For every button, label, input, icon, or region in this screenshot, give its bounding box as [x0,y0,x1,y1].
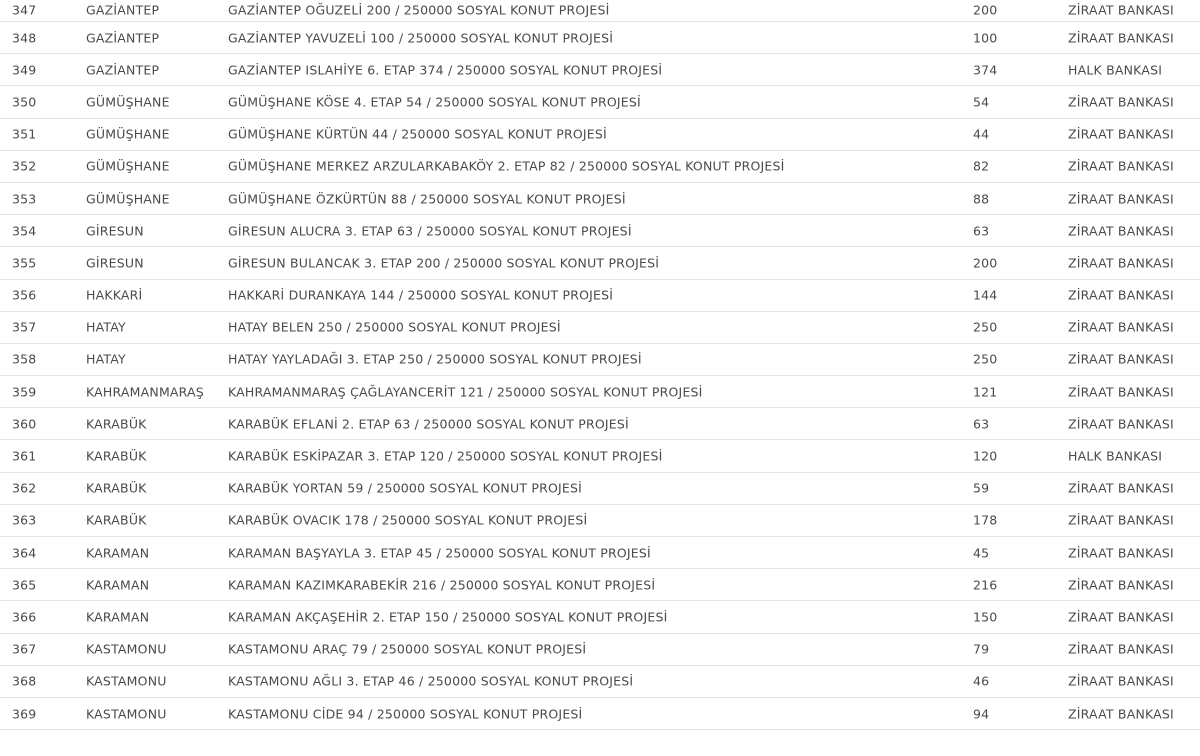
unit-count-cell: 100 [973,30,998,46]
unit-count-cell: 121 [973,384,998,400]
project-name-cell: KAHRAMANMARAŞ ÇAĞLAYANCERİT 121 / 250000 SOSYAL KONUT PROJESİ [228,384,703,400]
unit-count-cell: 200 [973,255,998,271]
row-number: 363 [12,512,37,528]
row-number: 362 [12,480,37,496]
table-row [0,344,1200,376]
bank-cell: ZİRAAT BANKASI [1068,512,1174,528]
city-cell: KARABÜK [86,448,147,464]
row-number: 356 [12,287,37,303]
project-name-cell: KARABÜK EFLANİ 2. ETAP 63 / 250000 SOSYAL KONUT PROJESİ [228,416,629,432]
unit-count-cell: 59 [973,480,990,496]
unit-count-cell: 144 [973,287,998,303]
unit-count-cell: 63 [973,416,990,432]
unit-count-cell: 79 [973,641,990,657]
project-name-cell: GİRESUN BULANCAK 3. ETAP 200 / 250000 SOSYAL KONUT PROJESİ [228,255,660,271]
table-row [0,376,1200,408]
table-row [0,22,1200,54]
bank-cell: ZİRAAT BANKASI [1068,319,1174,335]
bank-cell: HALK BANKASI [1068,448,1163,464]
row-number: 366 [12,609,37,625]
bank-cell: ZİRAAT BANKASI [1068,223,1174,239]
row-number: 360 [12,416,37,432]
city-cell: GAZİANTEP [86,2,160,18]
table-row [0,312,1200,344]
project-name-cell: HAKKARİ DURANKAYA 144 / 250000 SOSYAL KONUT PROJESİ [228,287,614,303]
city-cell: KARABÜK [86,512,147,528]
project-name-cell: GÜMÜŞHANE KÜRTÜN 44 / 250000 SOSYAL KONUT PROJESİ [228,126,607,142]
row-number: 355 [12,255,37,271]
project-name-cell: GAZİANTEP ISLAHİYE 6. ETAP 374 / 250000 SOSYAL KONUT PROJESİ [228,62,663,78]
row-number: 354 [12,223,37,239]
bank-cell: ZİRAAT BANKASI [1068,384,1174,400]
row-number: 369 [12,706,37,722]
project-name-cell: HATAY YAYLADAĞI 3. ETAP 250 / 250000 SOSYAL KONUT PROJESİ [228,351,642,367]
row-number: 361 [12,448,37,464]
city-cell: HATAY [86,351,126,367]
bank-cell: HALK BANKASI [1068,62,1163,78]
project-name-cell: KARAMAN AKÇAŞEHİR 2. ETAP 150 / 250000 SOSYAL KONUT PROJESİ [228,609,668,625]
bank-cell: ZİRAAT BANKASI [1068,706,1174,722]
city-cell: KARAMAN [86,577,150,593]
table-row [0,634,1200,666]
bank-cell: ZİRAAT BANKASI [1068,2,1174,18]
row-number: 359 [12,384,37,400]
city-cell: KASTAMONU [86,706,167,722]
city-cell: GÜMÜŞHANE [86,158,170,174]
row-number: 357 [12,319,37,335]
table-row [0,119,1200,151]
project-name-cell: GİRESUN ALUCRA 3. ETAP 63 / 250000 SOSYAL KONUT PROJESİ [228,223,632,239]
project-name-cell: HATAY BELEN 250 / 250000 SOSYAL KONUT PROJESİ [228,319,561,335]
project-name-cell: KARABÜK YORTAN 59 / 250000 SOSYAL KONUT PROJESİ [228,480,583,496]
table-row [0,0,1200,22]
project-name-cell: GÜMÜŞHANE KÖSE 4. ETAP 54 / 250000 SOSYAL KONUT PROJESİ [228,94,641,110]
unit-count-cell: 250 [973,351,998,367]
project-name-cell: KARAMAN KAZIMKARABEKİR 216 / 250000 SOSYAL KONUT PROJESİ [228,577,656,593]
city-cell: HAKKARİ [86,287,143,303]
city-cell: GÜMÜŞHANE [86,126,170,142]
row-number: 368 [12,673,37,689]
row-number: 367 [12,641,37,657]
city-cell: KARABÜK [86,416,147,432]
bank-cell: ZİRAAT BANKASI [1068,545,1174,561]
bank-cell: ZİRAAT BANKASI [1068,673,1174,689]
table-row [0,151,1200,183]
unit-count-cell: 63 [973,223,990,239]
bank-cell: ZİRAAT BANKASI [1068,158,1174,174]
table-row [0,215,1200,247]
row-number: 352 [12,158,37,174]
project-name-cell: GAZİANTEP OĞUZELİ 200 / 250000 SOSYAL KONUT PROJESİ [228,2,610,18]
table-row [0,505,1200,537]
unit-count-cell: 88 [973,191,990,207]
city-cell: KASTAMONU [86,641,167,657]
project-name-cell: KARABÜK ESKİPAZAR 3. ETAP 120 / 250000 SOSYAL KONUT PROJESİ [228,448,663,464]
bank-cell: ZİRAAT BANKASI [1068,30,1174,46]
row-number: 347 [12,2,37,18]
city-cell: GÜMÜŞHANE [86,94,170,110]
city-cell: KARAMAN [86,609,150,625]
bank-cell: ZİRAAT BANKASI [1068,287,1174,303]
table-row [0,54,1200,86]
unit-count-cell: 178 [973,512,998,528]
row-number: 351 [12,126,37,142]
bank-cell: ZİRAAT BANKASI [1068,351,1174,367]
bank-cell: ZİRAAT BANKASI [1068,480,1174,496]
table-row [0,86,1200,118]
city-cell: GİRESUN [86,255,144,271]
bank-cell: ZİRAAT BANKASI [1068,416,1174,432]
table-row [0,183,1200,215]
row-number: 350 [12,94,37,110]
unit-count-cell: 120 [973,448,998,464]
project-name-cell: GÜMÜŞHANE MERKEZ ARZULARKABAKÖY 2. ETAP 82 / 250000 SOSYAL KONUT PROJESİ [228,158,785,174]
project-name-cell: KASTAMONU CİDE 94 / 250000 SOSYAL KONUT PROJESİ [228,706,583,722]
row-number: 348 [12,30,37,46]
unit-count-cell: 200 [973,2,998,18]
city-cell: GAZİANTEP [86,30,160,46]
bank-cell: ZİRAAT BANKASI [1068,255,1174,271]
bank-cell: ZİRAAT BANKASI [1068,126,1174,142]
unit-count-cell: 82 [973,158,990,174]
table-row [0,601,1200,633]
table-row [0,537,1200,569]
table-row [0,440,1200,472]
row-number: 364 [12,545,37,561]
project-name-cell: KASTAMONU AĞLI 3. ETAP 46 / 250000 SOSYAL KONUT PROJESİ [228,673,634,689]
row-number: 358 [12,351,37,367]
table-row [0,569,1200,601]
table-row [0,666,1200,698]
unit-count-cell: 54 [973,94,990,110]
bank-cell: ZİRAAT BANKASI [1068,94,1174,110]
city-cell: KAHRAMANMARAŞ [86,384,204,400]
table-row [0,698,1200,730]
city-cell: GİRESUN [86,223,144,239]
project-name-cell: GÜMÜŞHANE ÖZKÜRTÜN 88 / 250000 SOSYAL KONUT PROJESİ [228,191,626,207]
project-name-cell: KASTAMONU ARAÇ 79 / 250000 SOSYAL KONUT PROJESİ [228,641,587,657]
city-cell: HATAY [86,319,126,335]
row-number: 353 [12,191,37,207]
unit-count-cell: 216 [973,577,998,593]
table-row [0,280,1200,312]
table-row [0,408,1200,440]
row-number: 365 [12,577,37,593]
unit-count-cell: 44 [973,126,990,142]
table-row [0,473,1200,505]
city-cell: KASTAMONU [86,673,167,689]
project-name-cell: KARAMAN BAŞYAYLA 3. ETAP 45 / 250000 SOSYAL KONUT PROJESİ [228,545,651,561]
row-number: 349 [12,62,37,78]
bank-cell: ZİRAAT BANKASI [1068,641,1174,657]
bank-cell: ZİRAAT BANKASI [1068,577,1174,593]
project-name-cell: KARABÜK OVACIK 178 / 250000 SOSYAL KONUT PROJESİ [228,512,588,528]
bank-cell: ZİRAAT BANKASI [1068,191,1174,207]
table-row [0,247,1200,279]
project-name-cell: GAZİANTEP YAVUZELİ 100 / 250000 SOSYAL KONUT PROJESİ [228,30,614,46]
city-cell: KARABÜK [86,480,147,496]
unit-count-cell: 374 [973,62,998,78]
unit-count-cell: 94 [973,706,990,722]
unit-count-cell: 46 [973,673,990,689]
city-cell: KARAMAN [86,545,150,561]
unit-count-cell: 45 [973,545,990,561]
bank-cell: ZİRAAT BANKASI [1068,609,1174,625]
city-cell: GÜMÜŞHANE [86,191,170,207]
unit-count-cell: 250 [973,319,998,335]
unit-count-cell: 150 [973,609,998,625]
city-cell: GAZİANTEP [86,62,160,78]
